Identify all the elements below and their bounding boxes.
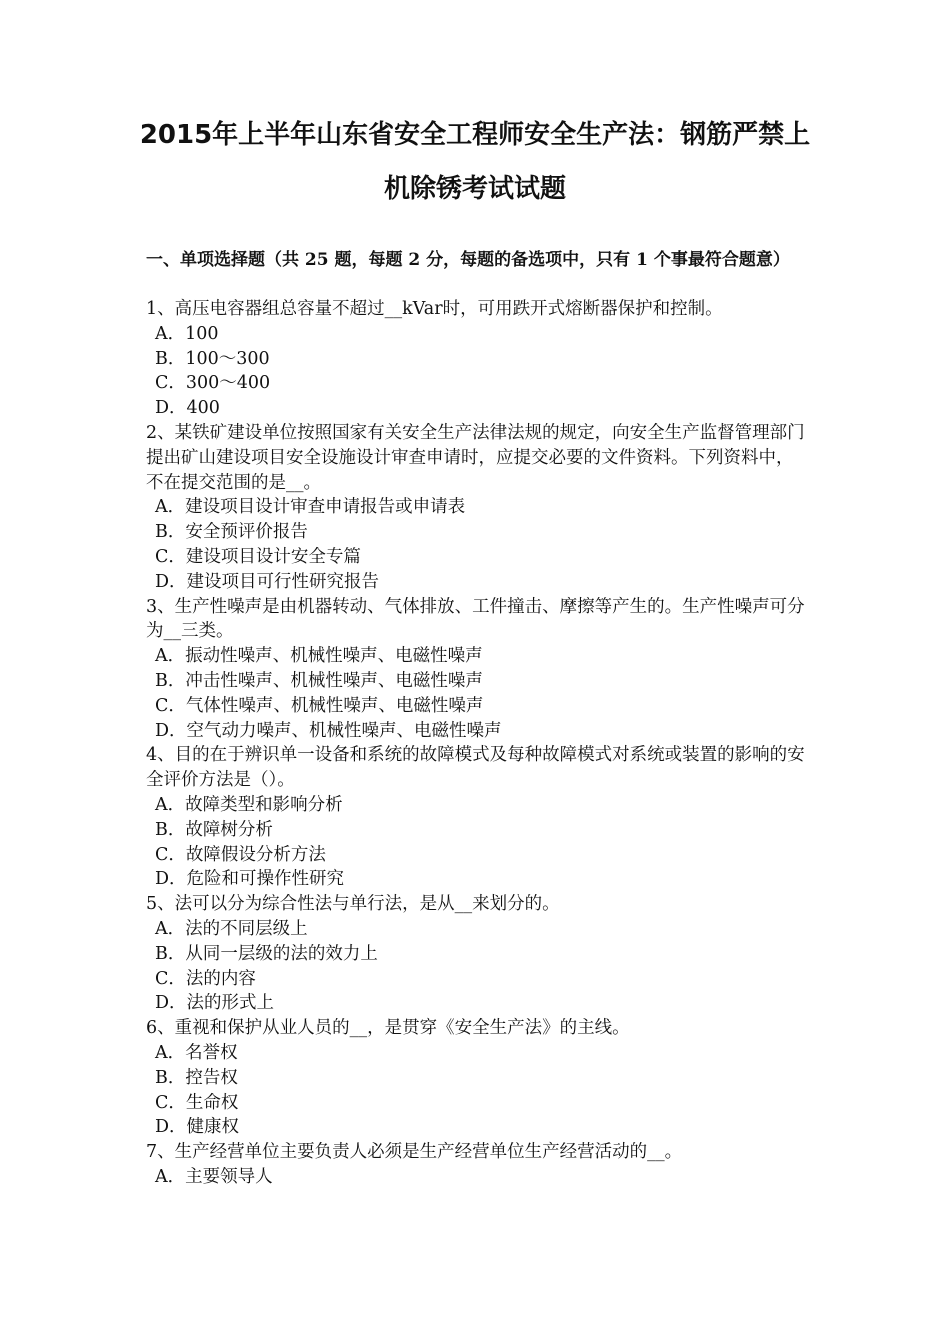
question-6-option-b: B．控告权 (155, 1067, 238, 1088)
question-3-option-a: A．振动性噪声、机械性噪声、电磁性噪声 (155, 646, 483, 667)
question-5-option-c: C．法的内容 (155, 968, 256, 989)
question-6-text: 6、重视和保护从业人员的__，是贯穿《安全生产法》的主线。 (146, 1018, 630, 1039)
question-3-option-d: D．空气动力噪声、机械性噪声、电磁性噪声 (155, 720, 502, 741)
question-2-option-b: B．安全预评价报告 (155, 522, 308, 543)
question-3-option-c: C．气体性噪声、机械性噪声、电磁性噪声 (155, 695, 484, 716)
question-5-option-a: A．法的不同层级上 (155, 918, 308, 939)
question-4-option-c: C．故障假设分析方法 (155, 844, 326, 865)
question-1-option-a: A．100 (155, 323, 219, 344)
document-title-line-2: 机除锈考试试题 (383, 174, 566, 204)
question-4-option-d: D．危险和可操作性研究 (155, 869, 345, 890)
question-3-option-b: B．冲击性噪声、机械性噪声、电磁性噪声 (155, 670, 483, 691)
question-6-option-c: C．生命权 (155, 1092, 239, 1113)
question-5-option-d: D．法的形式上 (155, 993, 275, 1014)
question-list (146, 297, 810, 1190)
section-heading: 一、单项选择题（共 25 题，每题 2 分，每题的备选项中，只有 1 个事最符合题意） (146, 250, 790, 270)
question-3-text: 3、生产性噪声是由机器转动、气体排放、工件撞击、摩擦等产生的。生产性噪声可分为__三类。 (146, 596, 805, 642)
question-7-option-a: A．主要领导人 (155, 1166, 273, 1187)
question-5-text: 5、法可以分为综合性法与单行法，是从__来划分的。 (146, 894, 560, 915)
question-5-option-b: B．从同一层级的法的效力上 (155, 943, 378, 964)
question-1-option-d: D．400 (155, 398, 220, 419)
question-4-text: 4、目的在于辨识单一设备和系统的故障模式及每种故障模式对系统或装置的影响的安全评价方法是（）。 (146, 745, 805, 791)
question-4-option-a: A．故障类型和影响分析 (155, 794, 343, 815)
document-title-line-1: 2015年上半年山东省安全工程师安全生产法：钢筋严禁上 (139, 120, 811, 150)
question-1-option-c: C．300～400 (155, 373, 271, 394)
question-6-option-a: A．名誉权 (155, 1042, 238, 1063)
question-6-option-d: D．健康权 (155, 1117, 240, 1138)
question-7-text: 7、生产经营单位主要负责人必须是生产经营单位生产经营活动的__。 (146, 1142, 683, 1163)
question-2-text: 2、某铁矿建设单位按照国家有关安全生产法律法规的规定，向安全生产监督管理部门提出矿山建设项目安全设施设计审查申请时，应提交必要的文件资料。下列资料中，不在提交范围的是__。 (146, 422, 805, 493)
question-4-option-b: B．故障树分析 (155, 819, 273, 840)
question-1-option-b: B．100～300 (155, 348, 270, 369)
question-2-option-a: A．建设项目设计审查申请报告或申请表 (155, 497, 466, 518)
question-2-option-c: C．建设项目设计安全专篇 (155, 546, 361, 567)
question-2-option-d: D．建设项目可行性研究报告 (155, 571, 380, 592)
question-1-text: 1、高压电容器组总容量不超过__kVar时，可用跌开式熔断器保护和控制。 (146, 299, 723, 319)
